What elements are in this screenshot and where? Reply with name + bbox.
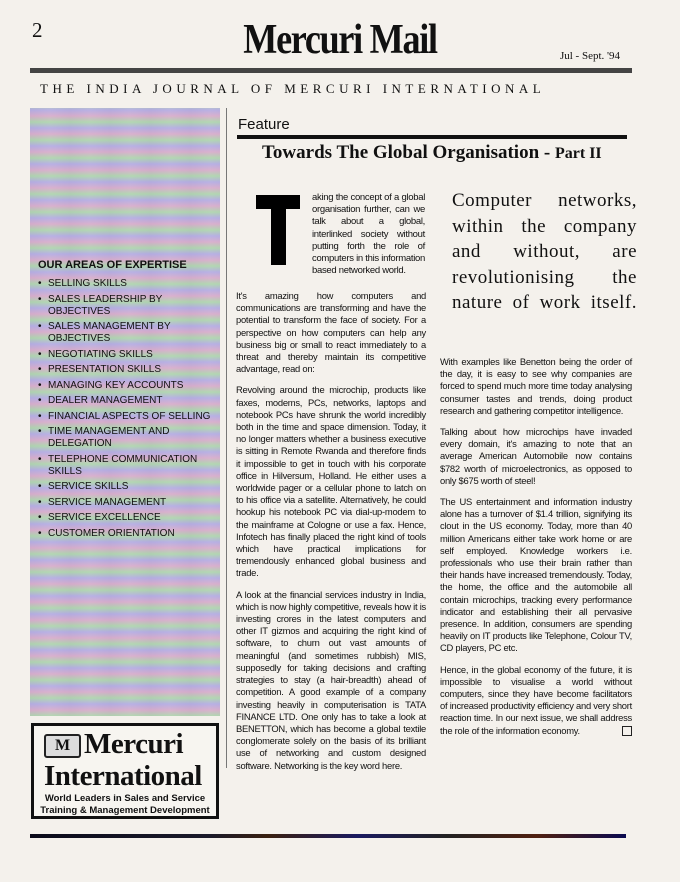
article-headline	[262, 142, 602, 164]
expertise-item	[36, 454, 216, 478]
bullet-icon: •	[38, 426, 42, 437]
article-paragraph	[236, 384, 426, 579]
article-intro: aking the concept of a global organisation further, can we talk about a global, interlinked society without putting forth the role of computers in this information based networked world.	[312, 192, 425, 277]
expertise-item	[36, 411, 216, 423]
paragraph-text: With examples like Benetton being the order of the day, it is easy to see why companies are forced to spend much more time today analysing consumer tastes and trends, doing product research and gathering competitor intelligence.	[440, 356, 632, 416]
issue-date: Jul - Sept. '94	[559, 50, 620, 62]
paragraph-text: It's amazing how computers and communications are transforming and have the potential to transform the face of society. For a perspective on how computers can help any business big or small to react immediately to a threat and thereby maintain its competitive advantage, read on:	[236, 290, 426, 375]
drop-cap-t	[256, 195, 300, 265]
masthead-title: Mercuri Mail	[243, 17, 437, 63]
expertise-item-label: DEALER MANAGEMENT	[48, 395, 163, 406]
paragraph-text: Revolving around the microchip, products like faxes, modems, PCs, networks, laptops and notebook PCs have shrunk the world incredibly both in the time and space dimension. Today, it no longer matters whether a business executive is sitting in Remote Rwanda and therefore finds it impossible to get in touch with his corporate office in Hilversum, Holland. He either uses a worldwide pager or a cellular phone to latch on to his office via a satellite. Alternatively, he could hookup his notebook PC via dial-up-modem to the mainframe at Cologne or use a fax. Hence, Infotech has finally placed the right kind of tools which have practical implications for tremendously enhanced global business and trade.	[236, 384, 426, 579]
expertise-item-label: PRESENTATION SKILLS	[48, 364, 161, 375]
bullet-icon: •	[38, 410, 42, 422]
article-column-3	[440, 356, 632, 746]
article-paragraph	[236, 290, 426, 375]
section-label: Feature	[238, 116, 290, 133]
masthead-rule	[30, 68, 632, 73]
article-paragraph	[440, 356, 632, 417]
pull-quote: Computer networks, within the company and without, are revolutionising the nature of work itself.	[452, 190, 637, 313]
column-divider	[226, 108, 227, 768]
article-paragraph	[440, 496, 632, 655]
expertise-item-label: SELLING SKILLS	[48, 278, 127, 289]
logo-tagline-1: World Leaders in Sales and Service	[44, 793, 206, 804]
bullet-icon: •	[38, 395, 42, 406]
paragraph-text: Talking about how microchips have invaded every domain, it's amazing to note that an average American Automobile now contains $782 worth of microelectronics, as opposed to only $675 worth of steel!	[440, 426, 632, 486]
expertise-item	[36, 512, 216, 524]
headline-part: Part II	[554, 145, 602, 162]
expertise-item-label: MANAGING KEY ACCOUNTS	[48, 379, 184, 391]
expertise-item-label: SALES LEADERSHIP BY OBJECTIVES	[48, 293, 163, 317]
expertise-item-label: SALES MANAGEMENT BY OBJECTIVES	[48, 321, 171, 344]
bullet-icon: •	[38, 379, 42, 391]
page-number: 2	[32, 18, 43, 42]
drop-cap-stem	[271, 195, 286, 265]
logo-name-line1: Mercuri	[84, 728, 184, 760]
bullet-icon: •	[38, 278, 42, 289]
mercuri-logo-box	[31, 723, 219, 819]
expertise-item	[36, 497, 216, 509]
expertise-item	[36, 294, 216, 318]
bottom-rule	[30, 834, 626, 838]
bullet-icon: •	[38, 364, 42, 375]
expertise-sidebar	[30, 108, 220, 716]
expertise-item	[36, 364, 216, 376]
journal-subtitle: THE INDIA JOURNAL OF MERCURI INTERNATIONAL	[40, 81, 546, 96]
bullet-icon: •	[38, 481, 42, 492]
bullet-icon: •	[38, 453, 42, 465]
mercuri-logo-mark-icon: M	[44, 734, 81, 758]
end-of-article-icon	[622, 726, 632, 736]
expertise-item-label: TIME MANAGEMENT AND DELEGATION	[48, 426, 170, 449]
article-paragraph	[440, 664, 632, 737]
expertise-item	[36, 426, 216, 450]
headline-main: Towards The Global Organisation -	[262, 142, 555, 163]
expertise-item	[36, 528, 216, 540]
expertise-title: OUR AREAS OF EXPERTISE	[38, 259, 187, 271]
expertise-item-label: SERVICE SKILLS	[48, 481, 129, 492]
logo-tagline-2: Training & Management Development	[40, 805, 210, 816]
bullet-icon: •	[38, 321, 42, 332]
section-rule	[237, 135, 627, 139]
expertise-list	[36, 278, 216, 543]
expertise-item-label: SERVICE EXCELLENCE	[48, 512, 161, 523]
expertise-item-label: NEGOTIATING SKILLS	[48, 348, 153, 360]
expertise-item	[36, 481, 216, 493]
bullet-icon: •	[38, 348, 42, 360]
expertise-item-label: CUSTOMER ORIENTATION	[48, 527, 175, 539]
expertise-item	[36, 395, 216, 407]
article-paragraph	[236, 589, 426, 772]
bullet-icon: •	[38, 527, 42, 539]
paragraph-text: A look at the financial services industry in India, which is now highly competitive, reveals how it is investing crores in the latest computers and other IT gizmos and acquiring the right kind of software, to churn out vast amounts of meaningful (and sometimes rubbish) MIS, supposedly for taking decisions and crafting strategies to stay (a hair-breadth) ahead of competition. A good example of a company investing heavily in computerisation is TATA FINANCE LTD. One only has to take a look at BENETTON, which has become a global textile conglomerate solely on the basis of its brilliant use of networking and custom designed software. Networking is the key word here.	[236, 588, 426, 771]
paragraph-text: Hence, in the global economy of the future, it is impossible to visualise a world without computers, since they have become facilitators of increased productivity efficiency and very short reaction time. In our next issue, we shall address the role of the information economy.	[440, 663, 632, 736]
bullet-icon: •	[38, 512, 42, 523]
expertise-item	[36, 380, 216, 392]
expertise-item	[36, 321, 216, 345]
paragraph-text: The US entertainment and information industry alone has a turnover of $1.4 trillion, signifying its clout in the US economy. Today, more than 40 million Americans either take work home or are self employed. Knowledge workers i.e. professionals who use their brain rather than their hands have increased tremendously. Today, the home, the office and the automobile all contain microchips, tracking every performance indicator and establishing their all pervasive presence. In addition, consumers are spending heavily on IT products like Telephone, Colour TV, CD players, PC etc.	[440, 496, 632, 654]
article-column-2	[236, 290, 426, 781]
expertise-item	[36, 278, 216, 290]
expertise-item-label: FINANCIAL ASPECTS OF SELLING	[48, 410, 211, 422]
article-paragraph	[440, 426, 632, 487]
expertise-item	[36, 349, 216, 361]
expertise-item-label: TELEPHONE COMMUNICATION SKILLS	[48, 453, 198, 477]
logo-name-line2: International	[44, 760, 202, 792]
bullet-icon: •	[38, 293, 42, 305]
bullet-icon: •	[38, 496, 42, 508]
expertise-item-label: SERVICE MANAGEMENT	[48, 496, 167, 508]
